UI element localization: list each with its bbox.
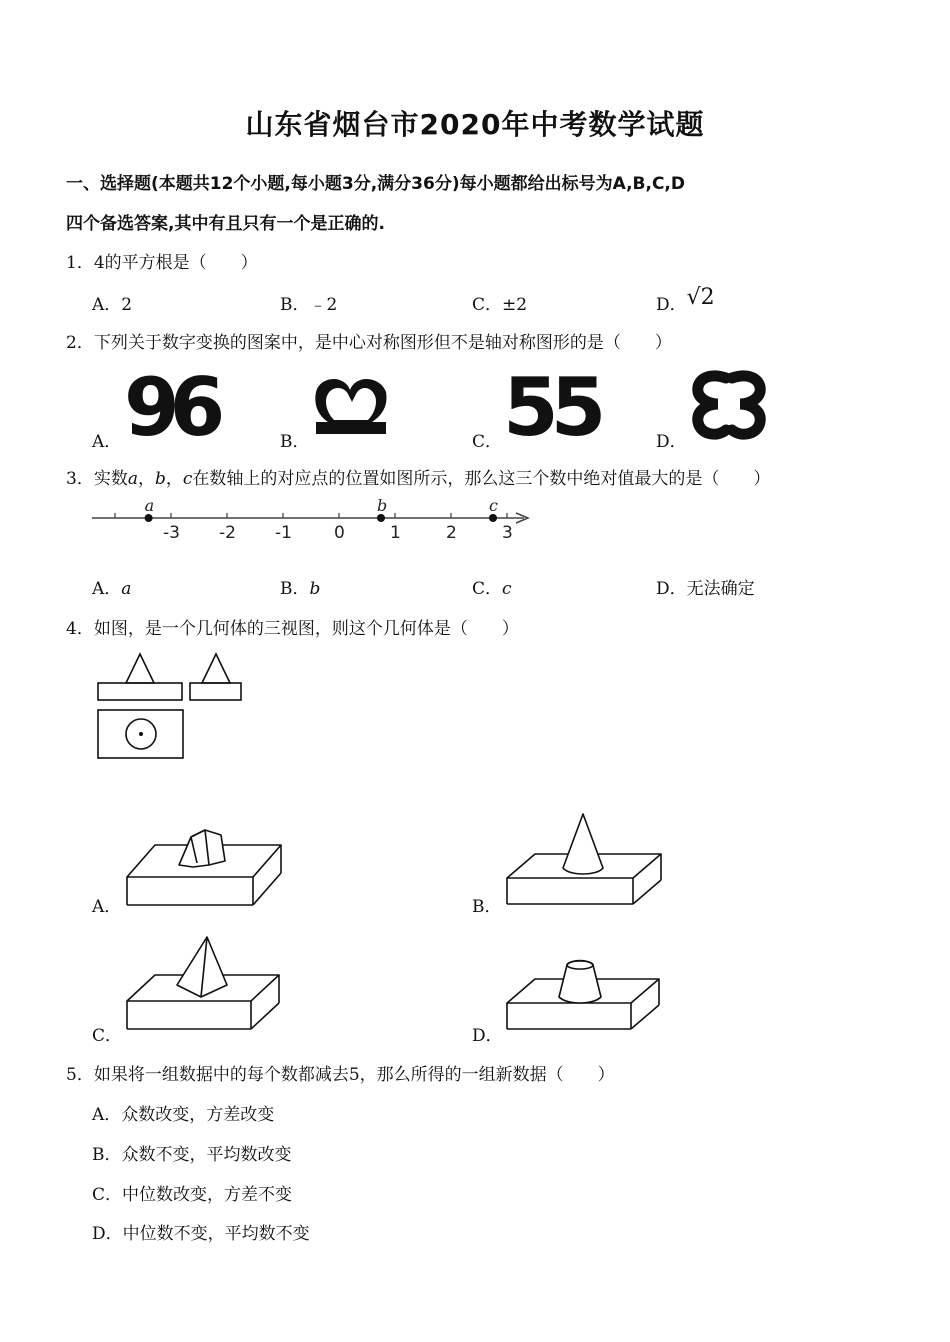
front-view-base [98,683,182,700]
q4-option-b-label: B． [472,897,502,917]
q4-option-a-label: A． [92,897,122,917]
numberline-point-c [489,514,497,522]
q3-option-c [472,574,512,599]
side-view-base [190,683,241,700]
numberline-point-label-b: b [377,496,388,515]
q2-option-a-figure: 96 [124,361,216,454]
q5-option-d-label: D． [92,1224,123,1244]
question-2-stem: 2．下列关于数字变换的图案中，是中心对称图形但不是轴对称图形的是（ ） [66,333,672,353]
q1-option-c-label: C． [472,295,503,315]
q3-option-c-label: C． [472,579,503,599]
q1-option-d-label: D． [656,295,687,315]
side-view-cone [202,654,230,683]
q3-sep-2: ， [165,469,183,489]
q1-option-a-label: A． [92,295,122,315]
q4-option-c-label: C． [92,1026,123,1046]
numberline-point-a [145,514,153,522]
q3-option-a-label: A． [92,579,122,599]
q1-option-d-text: √2 [686,285,715,310]
question-5-stem: 5．如果将一组数据中的每个数都减去5，那么所得的一组新数据（ ） [66,1065,615,1085]
q5-option-c [92,1180,292,1205]
q3-option-d [656,574,755,599]
q3-option-c-text: c [502,579,512,599]
q5-option-b-text: 众数不变，平均数改变 [121,1145,292,1165]
q2-option-a-label: A． [92,432,122,452]
q3-option-a-text: a [121,579,132,599]
q3-stem-suffix: 在数轴上的对应点的位置如图所示，那么这三个数中绝对值最大的是（ ） [192,469,771,489]
numberline-tick-label: 3 [502,523,513,543]
q3-option-a [92,574,131,599]
numberline-tick-label: 1 [390,523,401,543]
q5-option-d-text: 中位数不变，平均数不变 [122,1224,310,1244]
q1-option-c-text: ±2 [502,295,528,315]
q5-option-a-label: A． [92,1105,122,1125]
q3-var-a: a [127,469,138,489]
numberline-tick-label: -3 [163,523,180,543]
q3-option-d-text: 无法确定 [686,579,755,599]
q1-option-a-text: 2 [121,295,133,315]
numberline-tick-label: 0 [334,523,345,543]
q5-option-a [92,1100,274,1125]
q5-option-b [92,1140,292,1165]
question-4-stem: 4．如图，是一个几何体的三视图，则这个几何体是（ ） [66,619,519,639]
numberline-point-label-c: c [489,496,498,515]
q2-option-c-figure: 55 [503,361,599,454]
numberline-tick-label: 2 [446,523,457,543]
section-header-line-2: 四个备选答案,其中有且只有一个是正确的. [66,214,385,234]
q5-option-a-text: 众数改变，方差改变 [121,1105,275,1125]
q3-option-b-label: B． [280,579,310,599]
q5-option-c-label: C． [92,1185,123,1205]
q4-three-view-figure [90,648,250,763]
numberline-point-label-a: a [144,496,155,515]
q5-option-c-text: 中位数改变，方差不变 [122,1185,293,1205]
q4-option-a-figure [125,825,285,910]
q5-option-d [92,1219,310,1244]
numberline-point-b [377,514,385,522]
top-view-apex [139,732,143,736]
q3-number-line [0,0,950,560]
q2-option-d-label: D． [656,432,687,452]
front-view-cone [126,654,154,683]
question-1-stem: 1．4的平方根是（ ） [66,253,258,273]
q3-sep-1: ， [137,469,155,489]
numberline-tick-label: -1 [275,523,292,543]
q3-option-b-text: b [309,579,321,599]
q5-option-b-label: B． [92,1145,122,1165]
q3-option-d-label: D． [656,579,687,599]
q4-option-c-figure [125,935,285,1035]
q3-var-c: c [182,469,193,489]
q4-option-d-figure [505,955,665,1035]
q4-option-b-figure [505,810,665,910]
q3-stem-prefix: 3．实数 [66,469,128,489]
q4-option-d-label: D． [472,1026,503,1046]
q3-var-b: b [154,469,166,489]
q1-option-b-text: ﹣2 [309,295,338,315]
page-title: 山东省烟台市2020年中考数学试题 [245,108,705,141]
q2-option-c-label: C． [472,432,503,452]
section-header-line-1: 一、选择题(本题共12个小题,每小题3分,满分36分)每小题都给出标号为A,B,C,D [66,174,685,194]
numberline-tick-label: -2 [219,523,236,543]
q1-option-b-label: B． [280,295,310,315]
q2-option-b-label: B． [280,432,310,452]
q3-option-b [280,574,320,599]
